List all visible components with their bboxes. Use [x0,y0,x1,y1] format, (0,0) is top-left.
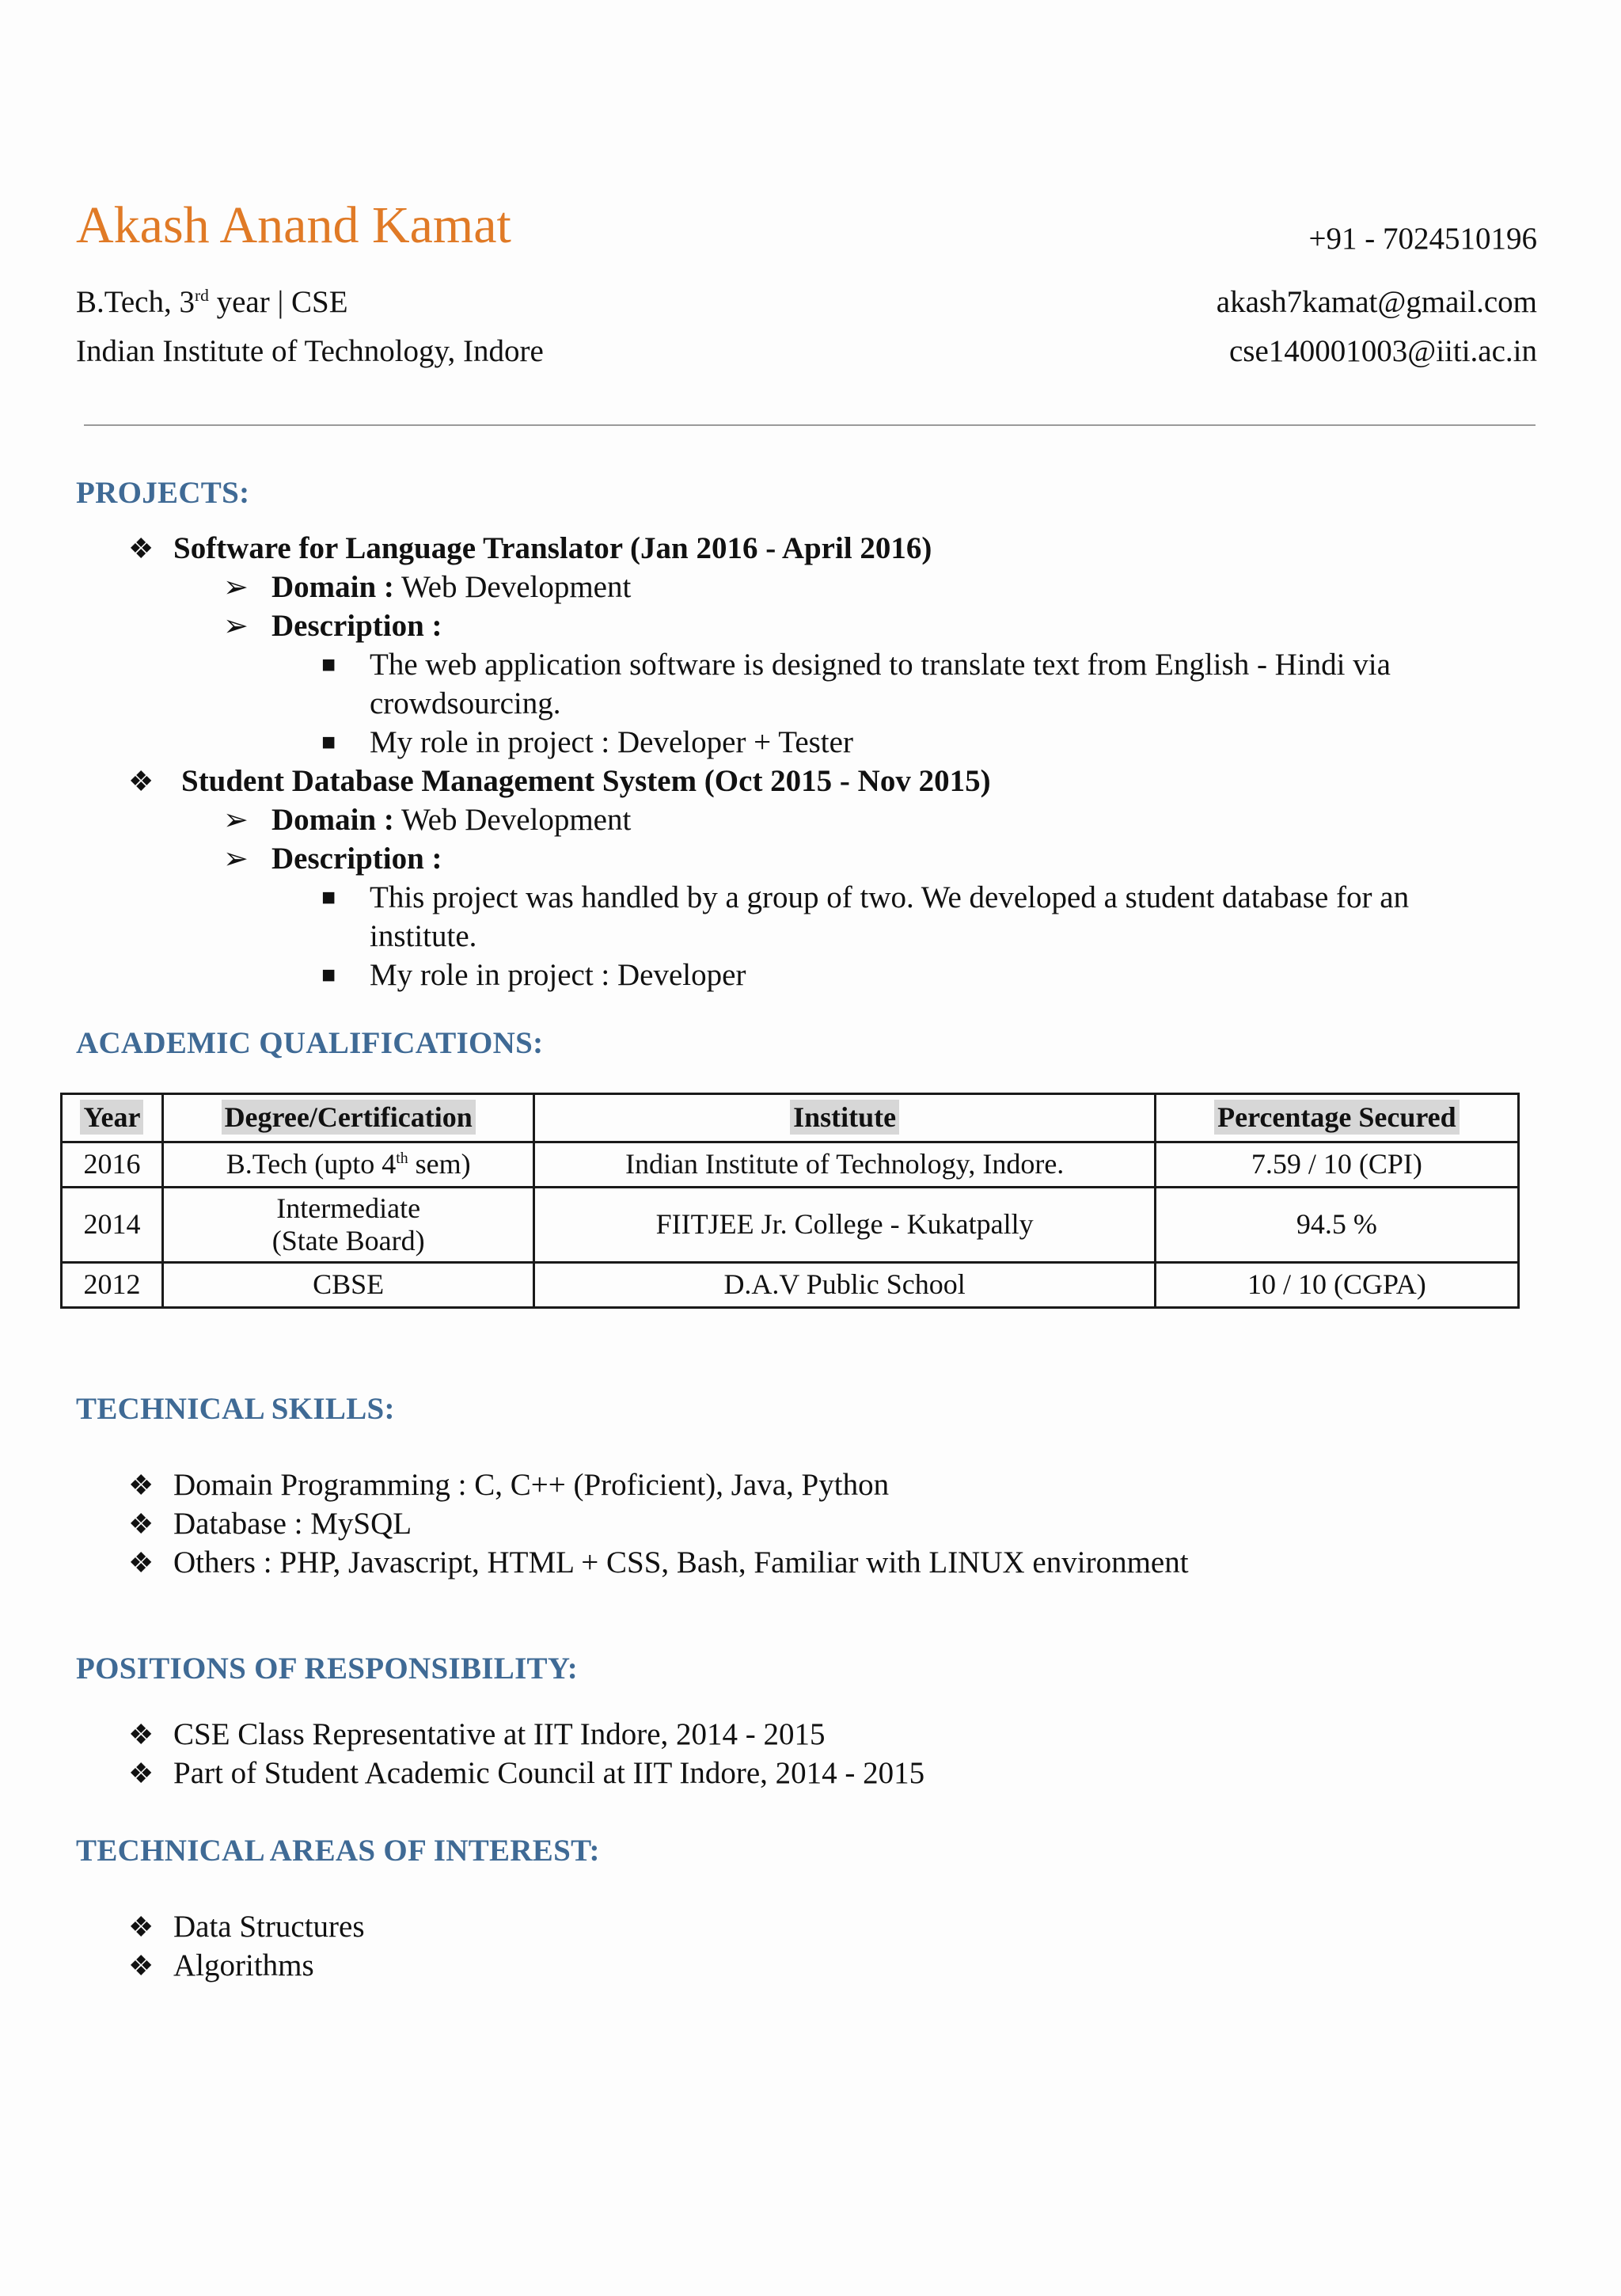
description-line: My role in project : Developer [370,958,746,992]
institute-email: cse140001003@iiti.ac.in [1228,334,1537,368]
year-cell: 2016 [62,1142,163,1188]
diamond-bullet-icon: ❖ [128,766,154,797]
table-header-row [62,1094,1519,1142]
column-header: Institute [534,1094,1155,1142]
skill-item: Others : PHP, Javascript, HTML + CSS, Bash, Familiar with LINUX environment [173,1545,1189,1579]
year-cell: 2014 [62,1188,163,1263]
domain-value: Web Development [393,570,632,604]
degree-sup: rd [194,286,209,305]
project-title: Student Database Management System (Oct 2015 - Nov 2015) [181,764,991,798]
description-line: This project was handled by a group of two. We developed a student database for an [370,880,1410,914]
candidate-name: Akash Anand Kamat [76,196,511,254]
description-line: institute. [370,919,477,953]
degree-cell: CBSE [162,1263,534,1308]
project-title: Software for Language Translator (Jan 2016 - April 2016) [173,531,932,565]
degree-cell: Intermediate (State Board) [162,1188,534,1263]
project-domain [271,804,631,835]
arrow-bullet-icon: ➢ [223,610,249,643]
phone-number: +91 - 7024510196 [1308,222,1537,256]
academic-heading: ACADEMIC QUALIFICATIONS: [76,1026,544,1060]
diamond-bullet-icon: ❖ [128,1719,154,1751]
responsibility-heading: POSITIONS OF RESPONSIBILITY: [76,1652,579,1686]
table-row [62,1142,1519,1188]
degree-cell: B.Tech (upto 4th sem) [162,1142,534,1188]
description-label: Description : [271,609,442,643]
degree-suffix: year | CSE [208,285,348,319]
personal-email: akash7kamat@gmail.com [1216,285,1537,319]
square-bullet-icon: ■ [321,884,336,910]
institute-cell: Indian Institute of Technology, Indore. [534,1142,1155,1188]
description-line: crowdsourcing. [370,686,561,720]
interest-item: Algorithms [173,1948,314,1982]
arrow-bullet-icon: ➢ [223,571,249,604]
institute-cell: D.A.V Public School [534,1263,1155,1308]
diamond-bullet-icon: ❖ [128,533,154,564]
arrow-bullet-icon: ➢ [223,804,249,837]
skill-item: Domain Programming : C, C++ (Proficient), Java, Python [173,1468,890,1502]
score-cell: 10 / 10 (CGPA) [1155,1263,1518,1308]
diamond-bullet-icon: ❖ [128,1758,154,1789]
domain-label: Domain : [271,803,394,837]
diamond-bullet-icon: ❖ [128,1911,154,1943]
responsibility-item: Part of Student Academic Council at IIT Indore, 2014 - 2015 [173,1756,925,1790]
table-row [62,1188,1519,1263]
table-row [62,1263,1519,1308]
domain-label: Domain : [271,570,394,604]
diamond-bullet-icon: ❖ [128,1547,154,1579]
skills-heading: TECHNICAL SKILLS: [76,1392,395,1426]
square-bullet-icon: ■ [321,652,336,678]
arrow-bullet-icon: ➢ [223,842,249,876]
description-line: The web application software is designed to translate text from English - Hindi via [370,648,1391,682]
degree-line [76,287,348,317]
diamond-bullet-icon: ❖ [128,1950,154,1982]
domain-value: Web Development [393,803,632,837]
diamond-bullet-icon: ❖ [128,1508,154,1540]
institute-line: Indian Institute of Technology, Indore [76,334,544,368]
institute-cell: FIITJEE Jr. College - Kukatpally [534,1188,1155,1263]
academic-table [60,1093,1520,1309]
interests-heading: TECHNICAL AREAS OF INTEREST: [76,1834,600,1868]
column-header: Year [62,1094,163,1142]
year-cell: 2012 [62,1263,163,1308]
column-header: Degree/Certification [162,1094,534,1142]
description-label: Description : [271,842,442,876]
responsibility-item: CSE Class Representative at IIT Indore, 2014 - 2015 [173,1717,826,1751]
square-bullet-icon: ■ [321,729,336,755]
header-divider [84,424,1536,426]
projects-heading: PROJECTS: [76,476,250,510]
interest-item: Data Structures [173,1910,365,1944]
skill-item: Database : MySQL [173,1507,412,1541]
score-cell: 7.59 / 10 (CPI) [1155,1142,1518,1188]
square-bullet-icon: ■ [321,962,336,988]
project-domain [271,572,631,603]
description-line: My role in project : Developer + Tester [370,725,853,759]
degree-prefix: B.Tech, 3 [76,285,195,319]
diamond-bullet-icon: ❖ [128,1469,154,1501]
score-cell: 94.5 % [1155,1188,1518,1263]
column-header: Percentage Secured [1155,1094,1518,1142]
